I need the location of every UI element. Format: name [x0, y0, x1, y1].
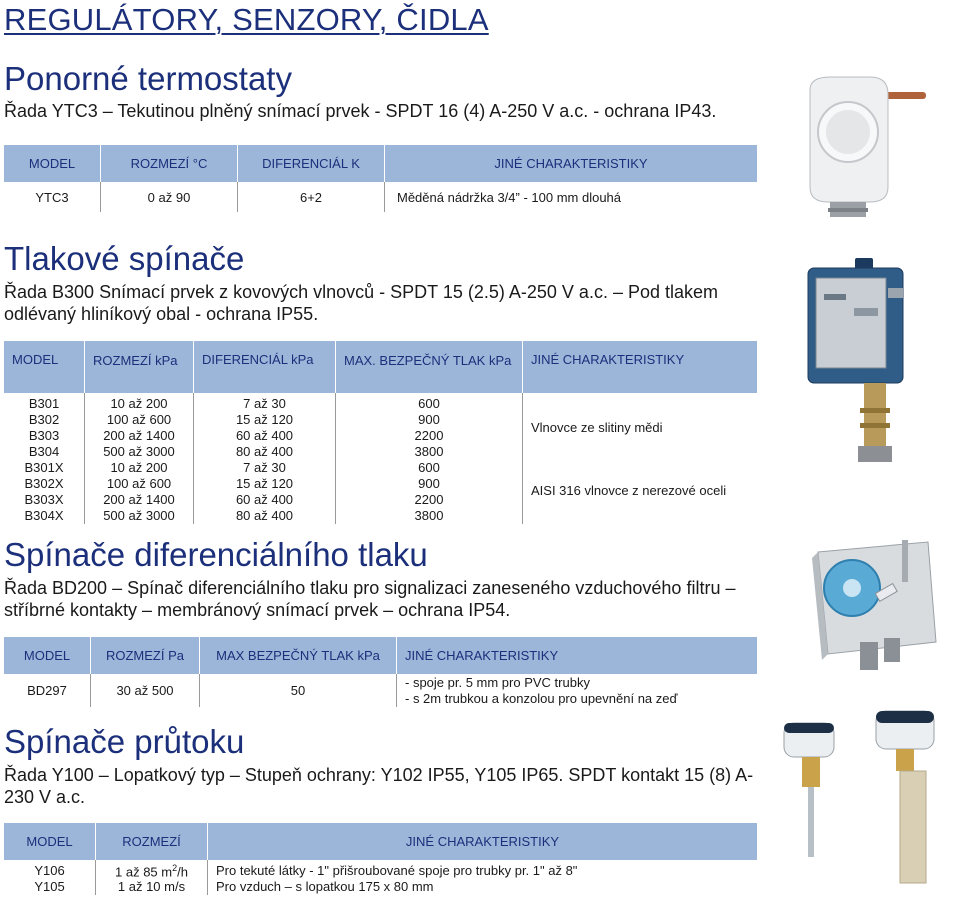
cell-notes: Měděná nádržka 3/4” - 100 mm dlouhá [397, 189, 622, 205]
cell-notes [523, 393, 758, 524]
cell-notes [397, 674, 758, 707]
model-cell: B303 [28, 428, 60, 443]
max-pressure-cell: 600 [418, 396, 440, 411]
cell-model: YTC3 [4, 182, 101, 212]
col-header: MODEL [4, 145, 101, 182]
model-cell: B302X [24, 476, 64, 491]
table-row [4, 182, 757, 212]
range-text: 1 až 85 m [115, 864, 173, 880]
cell-differentials [194, 393, 336, 524]
note-line: - spoje pr. 5 mm pro PVC trubky [405, 674, 590, 690]
differential-cell: 60 až 400 [235, 428, 294, 443]
col-header: MODEL [4, 637, 91, 674]
col-header: JINÉ CHARAKTERISTIKY [523, 341, 758, 393]
model-cell: B303X [24, 492, 64, 507]
differential-pressure-table [4, 637, 757, 707]
flow-switch-photo [780, 705, 950, 895]
range-cell: 500 až 3000 [103, 508, 175, 523]
cell-range: 30 až 500 [91, 674, 200, 707]
section-description: Řada YTC3 – Tekutinou plněný snímací prvek - SPDT 16 (4) A-250 V a.c. - ochrana IP43. [4, 101, 717, 121]
max-pressure-cell: 600 [418, 460, 440, 475]
flow-switch-table [4, 823, 757, 895]
col-header: ROZMEZÍ [96, 823, 208, 860]
cell-notes: Pro vzduch – s lopatkou 175 x 80 mm [216, 879, 434, 895]
cell-ranges [85, 393, 194, 524]
differential-cell: 80 až 400 [235, 444, 294, 459]
cell-differential: 6+2 [238, 182, 385, 212]
model-cell: B304X [24, 508, 64, 523]
col-header: ROZMEZÍ kPa [85, 341, 194, 393]
range-cell: 500 až 3000 [103, 444, 175, 459]
cell-model: Y105 [4, 879, 96, 895]
cell-max-pressures [336, 393, 523, 524]
col-header: MODEL [4, 823, 96, 860]
note-stainless: AISI 316 vlnovce z nerezové oceli [531, 483, 727, 498]
max-pressure-cell: 2200 [414, 492, 444, 507]
range-cell: 100 až 600 [106, 412, 172, 427]
differential-cell: 80 až 400 [235, 508, 294, 523]
col-header: MODEL [4, 341, 85, 393]
col-header: DIFERENCIÁL kPa [194, 341, 336, 393]
differential-cell: 15 až 120 [235, 476, 294, 491]
range-cell: 200 až 1400 [103, 428, 175, 443]
max-pressure-cell: 3800 [414, 444, 444, 459]
cell-range [96, 860, 208, 879]
section-heading-immersion-thermostats: Ponorné termostaty [4, 60, 292, 97]
table-row [4, 879, 757, 895]
cell-range: 1 až 10 m/s [96, 879, 208, 895]
pressure-switch-table [4, 341, 757, 524]
cell-range: 0 až 90 [101, 182, 238, 212]
range-cell: 10 až 200 [110, 460, 168, 475]
max-pressure-cell: 2200 [414, 428, 444, 443]
col-header: MAX BEZPEČNÝ TLAK kPa [200, 637, 397, 674]
table-row [4, 860, 757, 879]
thermostat-photo [800, 72, 930, 220]
section-description: Řada BD200 – Spínač diferenciálního tlaku pro signalizaci zaneseného vzduchového filtru – stříbrné kontakty – membránový snímací prvek – ochrana IP54. [4, 578, 736, 620]
col-header: JINÉ CHARAKTERISTIKY [397, 637, 758, 674]
range-cell: 100 až 600 [106, 476, 172, 491]
differential-cell: 15 až 120 [235, 412, 294, 427]
col-header: JINÉ CHARAKTERISTIKY [208, 823, 758, 860]
model-cell: B302 [28, 412, 60, 427]
section-heading-pressure-switches: Tlakové spínače [4, 240, 245, 277]
col-header: ROZMEZÍ Pa [91, 637, 200, 674]
cell-model: Y106 [4, 860, 96, 879]
pressure-switch-photo [800, 258, 930, 468]
differential-cell: 60 až 400 [235, 492, 294, 507]
range-unit: /h [177, 864, 188, 880]
range-cell: 200 až 1400 [103, 492, 175, 507]
range-exponent: 2 [172, 863, 178, 873]
table-row [4, 393, 757, 524]
section-description: Řada Y100 – Lopatkový typ – Stupeň ochrany: Y102 IP55, Y105 IP65. SPDT kontakt 15 (8) A-230 V a.c. [4, 765, 754, 807]
col-header: MAX. BEZPEČNÝ TLAK kPa [336, 341, 523, 393]
model-cell: B301X [24, 460, 64, 475]
note-line: - s 2m trubkou a konzolou pro upevnění na zeď [405, 690, 678, 706]
col-header: DIFERENCIÁL K [238, 145, 385, 182]
max-pressure-cell: 3800 [414, 508, 444, 523]
section-heading-differential-pressure-switches: Spínače diferenciálního tlaku [4, 536, 428, 573]
col-header: ROZMEZÍ °C [101, 145, 238, 182]
differential-pressure-switch-photo [800, 530, 950, 680]
page-title: REGULÁTORY, SENZORY, ČIDLA [4, 2, 489, 37]
cell-max-pressure: 50 [200, 674, 397, 707]
col-header: JINÉ CHARAKTERISTIKY [385, 145, 758, 182]
differential-cell: 7 až 30 [243, 460, 286, 475]
section-heading-flow-switches: Spínače průtoku [4, 723, 245, 760]
differential-cell: 7 až 30 [243, 396, 286, 411]
range-cell: 10 až 200 [110, 396, 168, 411]
model-cell: B304 [28, 444, 60, 459]
cell-model: BD297 [4, 674, 91, 707]
max-pressure-cell: 900 [418, 476, 440, 491]
model-cell: B301 [28, 396, 60, 411]
section-description: Řada B300 Snímací prvek z kovových vlnovců - SPDT 15 (2.5) A-250 V a.c. – Pod tlakem odlévaný hliníkový obal - ochrana IP55. [4, 282, 719, 324]
cell-notes: Pro tekuté látky - 1" přišroubované spoje pro trubky pr. 1" až 8" [216, 863, 578, 878]
max-pressure-cell: 900 [418, 412, 440, 427]
table-row [4, 674, 757, 707]
cell-models [4, 393, 85, 524]
thermostat-table [4, 145, 757, 212]
note-copper: Vlnovce ze slitiny mědi [531, 420, 663, 435]
